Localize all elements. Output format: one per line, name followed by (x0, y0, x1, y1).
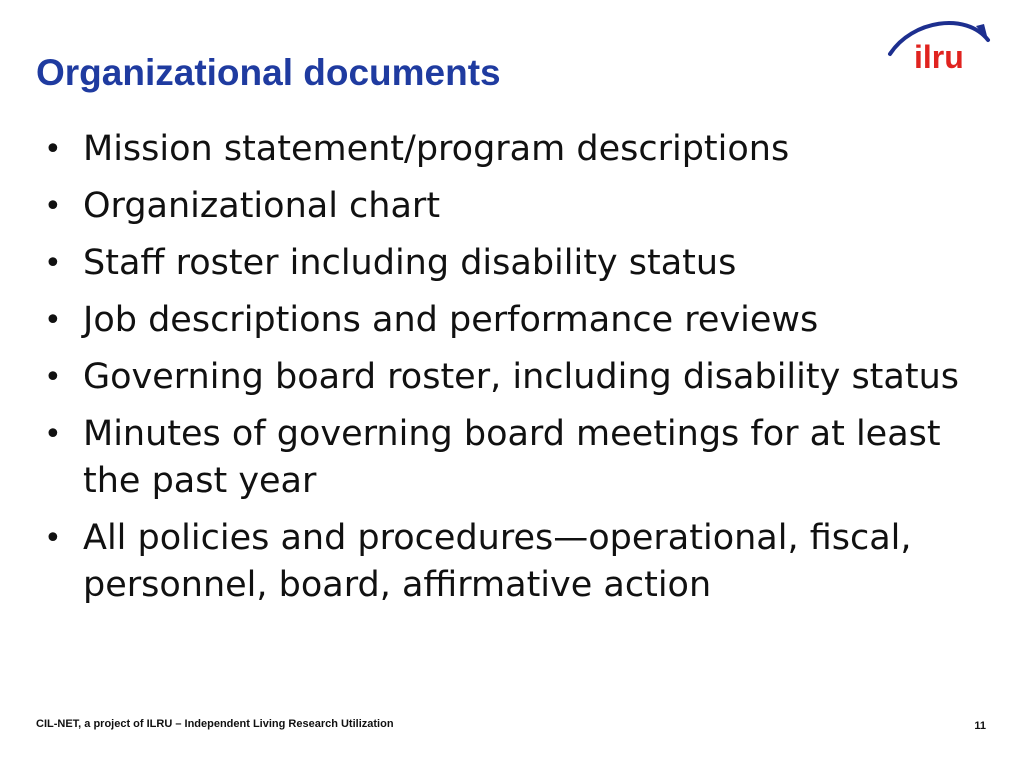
list-item-text: All policies and procedures—operational, fiscal, personnel, board, affirmative action (83, 518, 912, 605)
list-item-text: Job descriptions and performance reviews (83, 300, 819, 340)
bullet-icon: • (44, 246, 62, 281)
list-item (42, 183, 982, 230)
list-item-text: Organizational chart (83, 186, 441, 226)
bullet-icon: • (44, 417, 62, 452)
list-item-text: Minutes of governing board meetings for at least the past year (83, 414, 941, 501)
bullet-icon: • (44, 303, 62, 338)
list-item-text: Staff roster including disability status (83, 243, 737, 283)
bullet-list (42, 126, 982, 619)
list-item-text: Mission statement/program descriptions (83, 129, 790, 169)
list-item (42, 240, 982, 287)
list-item (42, 411, 982, 505)
page-number: 11 (974, 720, 986, 732)
slide-title: Organizational documents (36, 52, 501, 93)
list-item (42, 126, 982, 173)
bullet-icon: • (44, 521, 62, 556)
footer-credit: CIL-NET, a project of ILRU – Independent Living Research Utilization (36, 718, 394, 730)
bullet-icon: • (44, 189, 62, 224)
bullet-icon: • (44, 132, 62, 167)
list-item (42, 354, 982, 401)
list-item (42, 297, 982, 344)
ilru-logo (884, 14, 994, 76)
logo-text: ilru (914, 39, 964, 75)
ilru-logo-icon (884, 14, 994, 76)
list-item-text: Governing board roster, including disability status (83, 357, 959, 397)
bullet-icon: • (44, 360, 62, 395)
list-item (42, 515, 982, 609)
